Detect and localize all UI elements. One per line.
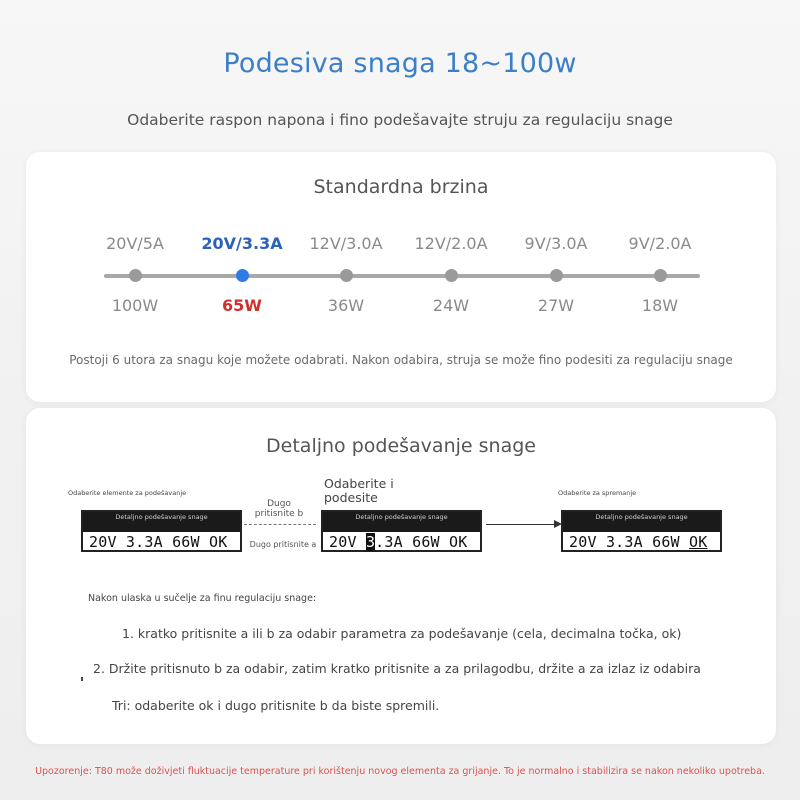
- stop-voltage-label: 20V/3.3A: [201, 234, 283, 253]
- lcd-cursor-digit: 3: [365, 533, 376, 551]
- slider-dot[interactable]: [340, 269, 353, 282]
- step3-caption: Odaberite za spremanje: [558, 489, 637, 497]
- stop-voltage-label: 12V/3.0A: [309, 234, 383, 253]
- stop-power-label: 18W: [641, 296, 679, 315]
- lcd-readout-cursor: [323, 532, 480, 552]
- instruction-3: Tri: odaberite ok i dugo pritisnite b da biste spremili.: [112, 698, 440, 713]
- lcd-header: Detaljno podešavanje snage: [563, 512, 720, 532]
- slider-dot[interactable]: [550, 269, 563, 282]
- lcd-readout: 20V 3.3A 66W OK: [89, 533, 228, 551]
- power-slider-track[interactable]: [104, 234, 700, 315]
- slider-dot[interactable]: [445, 269, 458, 282]
- long-press-a-label: Dugo pritisnite a: [249, 540, 317, 549]
- standard-speed-card: [26, 152, 776, 402]
- stop-voltage-label: 9V/2.0A: [628, 234, 692, 253]
- bullet-mark: [81, 677, 83, 681]
- lcd-display-step1: [81, 510, 242, 552]
- lcd-display-step3: [561, 510, 722, 552]
- stop-power-label: 65W: [222, 296, 262, 315]
- slider-dot-selected[interactable]: [236, 269, 249, 282]
- page-title: Podesiva snaga 18~100w: [223, 48, 577, 79]
- warning-note: Upozorenje: T80 može doživjeti fluktuacije temperature pri korištenju novog elementa za grijanje. To je normalno i stabilizira se nakon nekoliko upotreba.: [35, 766, 765, 777]
- stop-voltage-label: 9V/3.0A: [524, 234, 588, 253]
- stop-power-label: 24W: [432, 296, 470, 315]
- lcd-seg: OK: [449, 533, 468, 551]
- instructions-heading: Nakon ulaska u sučelje za finu regulaciju snage:: [88, 593, 317, 604]
- detail-adjust-card: [26, 408, 776, 744]
- long-press-b-label: Dugo pritisnite b: [254, 499, 304, 519]
- slider-dot[interactable]: [129, 269, 142, 282]
- connector-dash: [244, 524, 316, 525]
- page-subtitle: Odaberite raspon napona i fino podešavajte struju za regulaciju snage: [127, 111, 673, 129]
- step2-caption: Odaberite i podesite: [324, 476, 394, 505]
- slider-dot[interactable]: [654, 269, 667, 282]
- stop-voltage-label: 12V/2.0A: [414, 234, 488, 253]
- lcd-display-step2: [321, 510, 482, 552]
- lcd-ok-selected: OK: [689, 533, 708, 551]
- lcd-header: Detaljno podešavanje snage: [323, 512, 480, 532]
- lcd-seg: 20V: [569, 533, 606, 551]
- step1-caption: Odaberite elemente za podešavanje: [68, 489, 187, 497]
- lcd-readout-ok: [563, 532, 720, 552]
- instruction-1: 1. kratko pritisnite a ili b za odabir parametra za podešavanje (cela, decimalna točka, ok): [122, 626, 682, 641]
- lcd-seg: .3A 66W: [375, 533, 450, 551]
- stop-voltage-label: 20V/5A: [106, 234, 164, 253]
- instruction-2: 2. Držite pritisnuto b za odabir, zatim kratko pritisnite a za prilagodbu, držite a za izlaz iz odabira: [93, 661, 701, 676]
- stop-power-label: 27W: [537, 296, 575, 315]
- stop-power-label: 36W: [327, 296, 365, 315]
- lcd-seg: .3A 66W: [615, 533, 690, 551]
- detail-adjust-title: Detaljno podešavanje snage: [266, 435, 536, 457]
- stop-power-label: 100W: [111, 296, 159, 315]
- lcd-seg: 3: [605, 533, 616, 551]
- arrow-line: [486, 524, 556, 525]
- lcd-header: Detaljno podešavanje snage: [83, 512, 240, 532]
- standard-speed-note: Postoji 6 utora za snagu koje možete odabrati. Nakon odabira, struja se može fino podesiti za regulaciju snage: [69, 353, 733, 367]
- standard-speed-title: Standardna brzina: [313, 176, 489, 198]
- lcd-seg: 20V: [329, 533, 366, 551]
